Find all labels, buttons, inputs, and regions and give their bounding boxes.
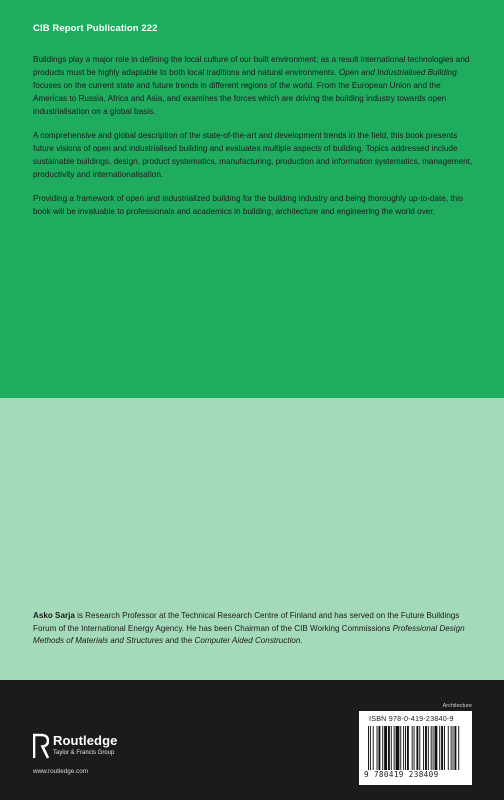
barcode-bar xyxy=(403,726,404,770)
barcode-bar xyxy=(388,726,390,770)
barcode-bar xyxy=(458,726,459,770)
barcode-bar xyxy=(431,726,432,770)
barcode-bar xyxy=(451,726,452,770)
barcode-bar xyxy=(433,726,434,770)
barcode-bar xyxy=(454,726,456,770)
author-name: Asko Sarja xyxy=(33,611,75,620)
description-paragraph-1: Buildings play a major role in defining the local culture of our built environment; as a result international technologies and products must be highly adaptable to both local traditions and natural environments. Open and Industrialised Building focuses on the current state and future trends in different regions of the world. From the European Union and the Americas to Russia, Africa and Asia, and examines the forces which are driving the building industry towards open industrialisation on a global basis. xyxy=(33,55,470,116)
barcode-bar xyxy=(373,726,374,770)
barcode-bar xyxy=(439,726,440,770)
isbn-number: ISBN 978-0-419-23840-9 xyxy=(369,714,454,723)
barcode-bar xyxy=(416,726,418,770)
series-title: CIB Report Publication 222 xyxy=(33,23,158,34)
barcode-bar xyxy=(425,726,427,770)
barcode-digits: 9 780419 238409 xyxy=(364,770,439,779)
book-title-italic: Open and Industrialised Building xyxy=(338,67,457,77)
barcode-bar xyxy=(405,726,406,770)
barcode-bar xyxy=(444,726,445,770)
barcode-bar xyxy=(391,726,392,770)
barcode-bar xyxy=(396,726,400,770)
author-bio xyxy=(33,610,483,648)
barcode-bar xyxy=(448,726,449,770)
barcode-bar xyxy=(441,726,443,770)
subject-category: Architecture xyxy=(442,703,472,709)
barcode-bar xyxy=(394,726,395,770)
barcode-panel xyxy=(359,711,472,785)
barcode-bar xyxy=(423,726,424,770)
barcode-bar xyxy=(382,726,383,770)
barcode-bar xyxy=(428,726,429,770)
barcode-bar xyxy=(384,726,387,770)
author-bio-paragraph: Asko Sarja is Research Professor at the Technical Research Centre of Finland and has served on the Future Buildings Forum of the International Energy Agency. He has been Chairman of the CIB Working Commissions Professional Design Methods of Materials and Structures and the Computer Aided Construction. xyxy=(33,611,465,646)
book-description xyxy=(33,54,475,230)
barcode-bar xyxy=(419,726,420,770)
barcode-bar xyxy=(368,726,369,770)
description-paragraph-2: A comprehensive and global description of the state-of-the-art and development trends in the field, this book presents future visions of open and industrialised building and evaluates multiple aspects of building. Topics addressed include sustainable buildings, design, product systematics, manufacturing, production and information systematics, management, productivity and internationalisation. xyxy=(33,131,473,179)
barcode-bar xyxy=(377,726,378,770)
barcode-icon xyxy=(364,726,467,770)
routledge-logo-icon xyxy=(33,733,49,759)
barcode-bar xyxy=(407,726,409,770)
barcode-bar xyxy=(412,726,413,770)
barcode-bar xyxy=(453,726,454,770)
description-paragraph-3: Providing a framework of open and industrialized building for the building industry and being thoroughly up-to-date, this book will be invaluable to professionals and academics in building, architecture and engineering the world over. xyxy=(33,194,464,217)
barcode-bar xyxy=(435,726,438,770)
barcode-bar xyxy=(400,726,401,770)
publisher-website[interactable]: www.routledge.com xyxy=(33,768,88,775)
publisher-name: Routledge xyxy=(53,733,118,748)
publisher-group: Taylor & Francis Group xyxy=(53,750,115,756)
barcode-bar xyxy=(378,726,380,770)
barcode-bar xyxy=(370,726,371,770)
barcode-bar xyxy=(414,726,415,770)
